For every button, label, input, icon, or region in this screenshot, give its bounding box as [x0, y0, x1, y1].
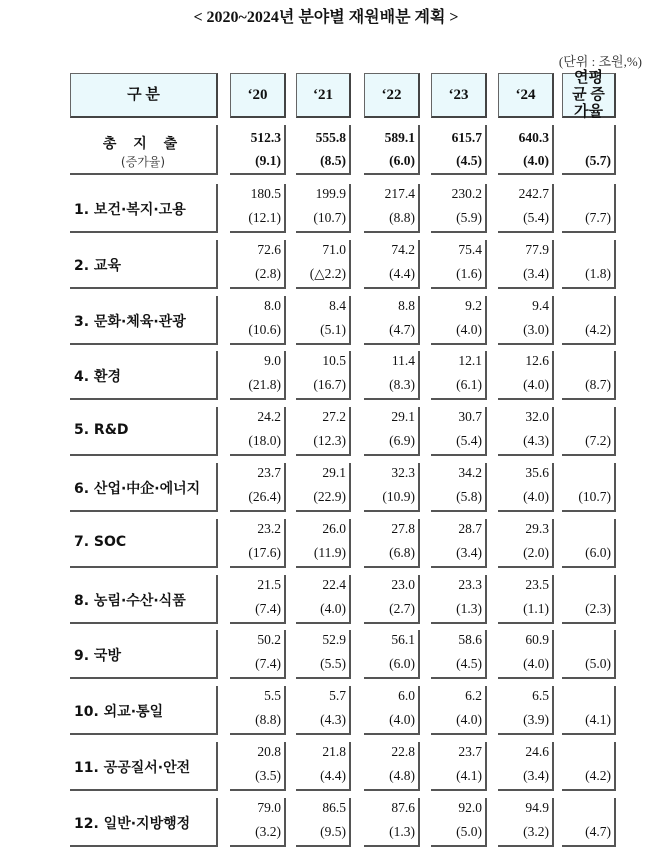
row-value: 199.9 [315, 186, 346, 201]
table-cell [498, 686, 554, 735]
table-cell [562, 407, 616, 456]
row-value: 27.2 [322, 409, 346, 425]
row-growth: (4.0) [523, 377, 549, 393]
table-cell [498, 742, 554, 791]
table-cell [364, 575, 420, 624]
row-value: 52.9 [322, 632, 346, 648]
row-growth: (4.4) [320, 768, 346, 783]
row-growth: (3.0) [523, 321, 549, 337]
row-growth: (22.9) [313, 489, 346, 504]
table-cell [498, 519, 554, 568]
table-cell [296, 296, 351, 345]
row-label: 4. 환경 [74, 369, 121, 386]
row-value: 86.5 [322, 799, 346, 815]
row-value: 9.4 [532, 297, 549, 313]
row-growth: (6.8) [389, 544, 415, 560]
row-value: 72.6 [257, 241, 281, 257]
table-cell [230, 463, 286, 512]
total-cell [296, 125, 351, 175]
row-value: 24.2 [257, 409, 281, 425]
row-growth: (4.0) [456, 321, 482, 337]
table-cell [562, 630, 616, 679]
row-value: 12.6 [525, 353, 549, 369]
row-growth: (16.7) [313, 377, 346, 393]
row-value: 71.0 [322, 241, 346, 257]
table-row-label-cell [70, 240, 218, 289]
row-value: 30.7 [458, 409, 482, 425]
row-value: 87.6 [391, 799, 415, 815]
table-cell [431, 686, 487, 735]
total-growth: (4.0) [523, 153, 549, 168]
row-growth: (3.5) [255, 768, 281, 783]
table-cell [431, 798, 487, 847]
row-value: 8.0 [264, 297, 281, 313]
row-label: 8. 농림·수산·식품 [74, 592, 186, 609]
row-label: 2. 교육 [74, 257, 121, 274]
header-cell: 구 분 [70, 73, 218, 118]
row-value: 21.8 [322, 744, 346, 759]
row-growth: (1.8) [585, 265, 611, 281]
row-value: 35.6 [525, 465, 549, 480]
total-growth: (9.1) [255, 153, 281, 168]
row-value: 6.0 [398, 688, 415, 704]
table-cell [296, 630, 351, 679]
row-growth: (3.4) [523, 265, 549, 281]
table-cell [230, 184, 286, 233]
table-row-label-cell [70, 686, 218, 735]
table-cell [296, 686, 351, 735]
row-growth: (7.4) [255, 656, 281, 672]
row-value: 92.0 [458, 799, 482, 815]
row-label: 10. 외교·통일 [74, 704, 164, 721]
table-cell [431, 296, 487, 345]
row-growth: (26.4) [248, 489, 281, 504]
row-growth: (2.0) [523, 544, 549, 560]
row-value: 22.4 [322, 576, 346, 592]
table-cell [431, 575, 487, 624]
row-growth: (5.5) [320, 656, 346, 672]
table-cell [498, 351, 554, 400]
table-cell [431, 519, 487, 568]
table-row-label-cell [70, 798, 218, 847]
row-value: 8.8 [398, 297, 415, 313]
row-value: 11.4 [391, 353, 415, 369]
row-growth: (4.0) [389, 712, 415, 728]
total-value: 589.1 [384, 130, 415, 145]
total-growth: (5.7) [585, 153, 611, 168]
row-value: 29.1 [322, 465, 346, 480]
total-label-cell [70, 125, 218, 175]
header-cell: 연평균 증가율 [562, 73, 616, 118]
row-growth: (6.0) [389, 656, 415, 672]
table-cell [498, 463, 554, 512]
row-value: 217.4 [384, 186, 415, 201]
row-growth: (10.7) [313, 210, 346, 225]
table-cell [364, 519, 420, 568]
row-growth: (5.1) [320, 321, 346, 337]
row-value: 94.9 [525, 799, 549, 815]
table-row-label-cell [70, 575, 218, 624]
row-growth: (17.6) [248, 544, 281, 560]
row-label: 3. 문화·체육·관광 [74, 313, 186, 330]
table-cell [364, 351, 420, 400]
table-cell [230, 296, 286, 345]
row-growth: (10.7) [578, 489, 611, 504]
total-growth: (4.5) [456, 153, 482, 168]
total-cell [431, 125, 487, 175]
row-growth: (4.0) [456, 712, 482, 728]
row-growth: (3.9) [523, 712, 549, 728]
row-growth: (3.2) [255, 823, 281, 839]
total-value: 615.7 [451, 130, 482, 145]
row-growth: (2.7) [389, 600, 415, 616]
row-growth: (△2.2) [309, 265, 346, 281]
table-cell [364, 296, 420, 345]
table-cell [364, 798, 420, 847]
row-growth: (4.7) [389, 321, 415, 337]
total-cell [230, 125, 286, 175]
table-cell [296, 407, 351, 456]
row-value: 12.1 [458, 353, 482, 369]
row-value: 50.2 [257, 632, 281, 648]
table-cell [498, 575, 554, 624]
table-cell [562, 296, 616, 345]
header-cell: ‘20 [230, 73, 286, 118]
table-cell [364, 742, 420, 791]
table-cell [230, 630, 286, 679]
row-value: 77.9 [525, 241, 549, 257]
table-cell [562, 463, 616, 512]
row-value: 23.7 [257, 465, 281, 480]
row-label: 5. R&D [74, 422, 129, 439]
row-growth: (12.1) [248, 210, 281, 225]
row-value: 29.1 [391, 409, 415, 425]
row-value: 10.5 [322, 353, 346, 369]
table-cell [431, 630, 487, 679]
row-label: 6. 산업·中企·에너지 [74, 481, 201, 497]
row-value: 20.8 [257, 744, 281, 759]
row-growth: (10.9) [382, 489, 415, 504]
row-growth: (8.8) [255, 712, 281, 728]
row-value: 60.9 [525, 632, 549, 648]
row-value: 23.2 [257, 520, 281, 536]
table-row-label-cell [70, 630, 218, 679]
row-growth: (4.8) [389, 768, 415, 783]
table-cell [230, 519, 286, 568]
row-growth: (4.3) [523, 433, 549, 449]
row-value: 74.2 [391, 241, 415, 257]
row-value: 8.4 [329, 297, 346, 313]
row-growth: (1.3) [456, 600, 482, 616]
unit-note: (단위 : 조원,%) [558, 54, 642, 69]
table-cell [296, 463, 351, 512]
table-cell [230, 351, 286, 400]
row-value: 23.0 [391, 576, 415, 592]
total-sublabel: (증가율) [120, 155, 166, 169]
row-growth: (4.5) [456, 656, 482, 672]
table-row-label-cell [70, 296, 218, 345]
table-cell [498, 798, 554, 847]
row-growth: (5.8) [456, 489, 482, 504]
total-growth: (8.5) [320, 153, 346, 168]
table-cell [364, 407, 420, 456]
table-cell [562, 351, 616, 400]
row-value: 6.2 [465, 688, 482, 704]
row-growth: (4.0) [523, 489, 549, 504]
header-cell: ‘24 [498, 73, 554, 118]
row-growth: (6.1) [456, 377, 482, 393]
table-cell [296, 798, 351, 847]
row-value: 24.6 [525, 744, 549, 759]
table-cell [562, 686, 616, 735]
table-cell [364, 630, 420, 679]
table-cell [230, 407, 286, 456]
row-growth: (4.1) [585, 712, 611, 728]
table-cell [230, 240, 286, 289]
total-cell [498, 125, 554, 175]
header-cell: ‘23 [431, 73, 487, 118]
total-label: 총 지 출 [102, 136, 184, 152]
table-cell [230, 575, 286, 624]
table-cell [431, 742, 487, 791]
row-value: 56.1 [391, 632, 415, 648]
total-value: 555.8 [315, 130, 346, 145]
row-growth: (8.3) [389, 377, 415, 393]
table-row-label-cell [70, 351, 218, 400]
table-cell [498, 407, 554, 456]
row-growth: (2.8) [255, 265, 281, 281]
table-cell [296, 519, 351, 568]
table-cell [296, 184, 351, 233]
table-cell [296, 351, 351, 400]
table-cell [498, 296, 554, 345]
row-growth: (1.1) [523, 600, 549, 616]
row-value: 230.2 [451, 186, 482, 201]
row-growth: (5.9) [456, 210, 482, 225]
row-value: 6.5 [532, 688, 549, 704]
table-row-label-cell [70, 407, 218, 456]
table-row-label-cell [70, 519, 218, 568]
row-label: 11. 공공질서·안전 [74, 760, 191, 776]
row-value: 23.7 [458, 744, 482, 759]
table-cell [562, 742, 616, 791]
row-label: 7. SOC [74, 533, 127, 550]
row-growth: (5.4) [523, 210, 549, 225]
row-growth: (12.3) [313, 433, 346, 449]
table-cell [431, 240, 487, 289]
table-cell [498, 630, 554, 679]
row-value: 9.0 [264, 353, 281, 369]
total-value: 512.3 [250, 130, 281, 145]
row-growth: (7.2) [585, 433, 611, 449]
row-value: 28.7 [458, 520, 482, 536]
table-cell [230, 686, 286, 735]
row-growth: (3.4) [523, 768, 549, 783]
row-growth: (4.7) [585, 823, 611, 839]
row-value: 32.3 [391, 465, 415, 480]
row-label: 1. 보건·복지·고용 [74, 202, 186, 218]
table-row-label-cell [70, 742, 218, 791]
table-cell [431, 351, 487, 400]
row-growth: (7.4) [255, 600, 281, 616]
row-value: 26.0 [322, 520, 346, 536]
row-growth: (7.7) [585, 210, 611, 225]
row-growth: (4.2) [585, 321, 611, 337]
row-growth: (4.3) [320, 712, 346, 728]
row-growth: (8.7) [585, 377, 611, 393]
row-growth: (11.9) [313, 544, 346, 560]
row-growth: (5.4) [456, 433, 482, 449]
total-growth: (6.0) [389, 153, 415, 168]
row-value: 9.2 [465, 297, 482, 313]
table-cell [431, 184, 487, 233]
row-value: 75.4 [458, 241, 482, 257]
table-cell [562, 575, 616, 624]
row-growth: (21.8) [248, 377, 281, 393]
row-growth: (1.6) [456, 265, 482, 281]
total-value: 640.3 [518, 130, 549, 145]
table-title: < 2020~2024년 분야별 재원배분 계획 > [193, 9, 459, 26]
row-growth: (6.9) [389, 433, 415, 449]
total-cell [562, 125, 616, 175]
table-row-label-cell [70, 184, 218, 233]
table-cell [431, 407, 487, 456]
table-cell [230, 798, 286, 847]
row-value: 5.5 [264, 688, 281, 704]
row-label: 12. 일반·지방행정 [74, 815, 191, 832]
table-cell [562, 519, 616, 568]
row-value: 21.5 [257, 576, 281, 592]
table-cell [364, 240, 420, 289]
row-growth: (3.4) [456, 544, 482, 560]
table-cell [364, 686, 420, 735]
total-cell [364, 125, 420, 175]
row-value: 32.0 [525, 409, 549, 425]
table-cell [364, 463, 420, 512]
table-cell [431, 463, 487, 512]
row-growth: (3.2) [523, 823, 549, 839]
row-value: 22.8 [391, 744, 415, 759]
row-growth: (1.3) [389, 823, 415, 839]
row-label: 9. 국방 [74, 648, 121, 665]
header-cell: ‘21 [296, 73, 351, 118]
row-value: 34.2 [458, 465, 482, 480]
row-growth: (8.8) [389, 210, 415, 225]
row-growth: (5.0) [585, 656, 611, 672]
row-value: 79.0 [257, 799, 281, 815]
table-cell [562, 240, 616, 289]
row-value: 180.5 [250, 186, 281, 201]
table-cell [562, 798, 616, 847]
table-cell [498, 240, 554, 289]
row-value: 5.7 [329, 688, 346, 704]
row-value: 242.7 [518, 186, 549, 201]
row-growth: (18.0) [248, 433, 281, 449]
row-growth: (4.0) [523, 656, 549, 672]
row-growth: (10.6) [248, 321, 281, 337]
header-cell: ‘22 [364, 73, 420, 118]
row-growth: (4.2) [585, 768, 611, 783]
row-growth: (6.0) [585, 544, 611, 560]
table-cell [296, 240, 351, 289]
row-growth: (5.0) [456, 823, 482, 839]
row-growth: (4.1) [456, 768, 482, 783]
table-cell [498, 184, 554, 233]
table-cell [296, 575, 351, 624]
row-growth: (2.3) [585, 600, 611, 616]
table-cell [230, 742, 286, 791]
table-cell [364, 184, 420, 233]
row-value: 58.6 [458, 632, 482, 648]
table-cell [296, 742, 351, 791]
row-value: 29.3 [525, 520, 549, 536]
row-value: 23.3 [458, 576, 482, 592]
row-value: 27.8 [391, 520, 415, 536]
row-growth: (4.0) [320, 600, 346, 616]
row-growth: (9.5) [320, 823, 346, 839]
row-growth: (4.4) [389, 265, 415, 281]
table-row-label-cell [70, 463, 218, 512]
row-value: 23.5 [525, 576, 549, 592]
table-cell [562, 184, 616, 233]
